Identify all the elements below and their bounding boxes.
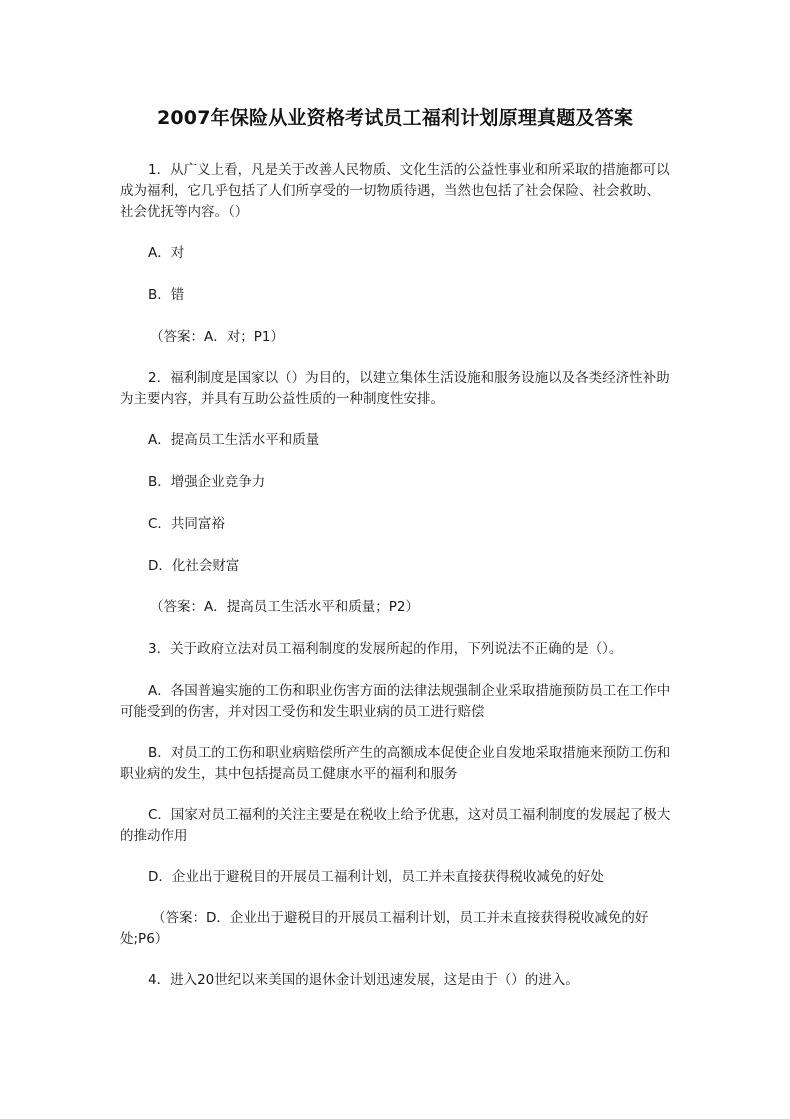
question-2-option-b: B．增强企业竞争力 <box>148 474 266 490</box>
question-1-answer: （答案：A．对；P1） <box>150 329 284 345</box>
question-2-answer: （答案：A．提高员工生活水平和质量；P2） <box>150 599 419 615</box>
question-3-option-d: D．企业出于避税目的开展员工福利计划，员工并未直接获得税收减免的好处 <box>148 869 604 885</box>
question-2-option-a: A．提高员工生活水平和质量 <box>148 432 320 448</box>
document-title: 2007年保险从业资格考试员工福利计划原理真题及答案 <box>156 107 634 129</box>
question-3-answer: （答案：D．企业出于避税目的开展员工福利计划，员工并未直接获得税收减免的好处;P6） <box>120 910 649 947</box>
question-3-option-b: B．对员工的工伤和职业病赔偿所产生的高额成本促使企业自发地采取措施来预防工伤和职业病的发生，其中包括提高员工健康水平的福利和服务 <box>120 745 671 782</box>
question-2-option-d: D．化社会财富 <box>148 558 240 574</box>
question-1-option-a: A．对 <box>148 245 185 261</box>
question-3-text: 3．关于政府立法对员工福利制度的发展所起的作用，下列说法不正确的是（）。 <box>148 641 623 657</box>
question-2-text: 2．福利制度是国家以（）为目的，以建立集体生活设施和服务设施以及各类经济性补助为主要内容，并具有互助公益性质的一种制度性安排。 <box>120 370 670 407</box>
question-2-option-c: C．共同富裕 <box>148 516 225 532</box>
question-1-option-b: B．错 <box>148 287 185 303</box>
question-3-option-a: A．各国普遍实施的工伤和职业伤害方面的法律法规强制企业采取措施预防员工在工作中可能受到的伤害，并对因工受伤和发生职业病的员工进行赔偿 <box>120 683 671 720</box>
question-1-text: 1．从广义上看，凡是关于改善人民物质、文化生活的公益性事业和所采取的措施都可以成为福利，它几乎包括了人们所享受的一切物质待遇，当然也包括了社会保险、社会救助、社会优抚等内容。（） <box>120 162 670 220</box>
question-3-option-c: C．国家对员工福利的关注主要是在税收上给予优惠，这对员工福利制度的发展起了极大的推动作用 <box>120 807 671 844</box>
question-4-text: 4．进入20世纪以来美国的退休金计划迅速发展，这是由于（）的进入。 <box>148 972 579 988</box>
